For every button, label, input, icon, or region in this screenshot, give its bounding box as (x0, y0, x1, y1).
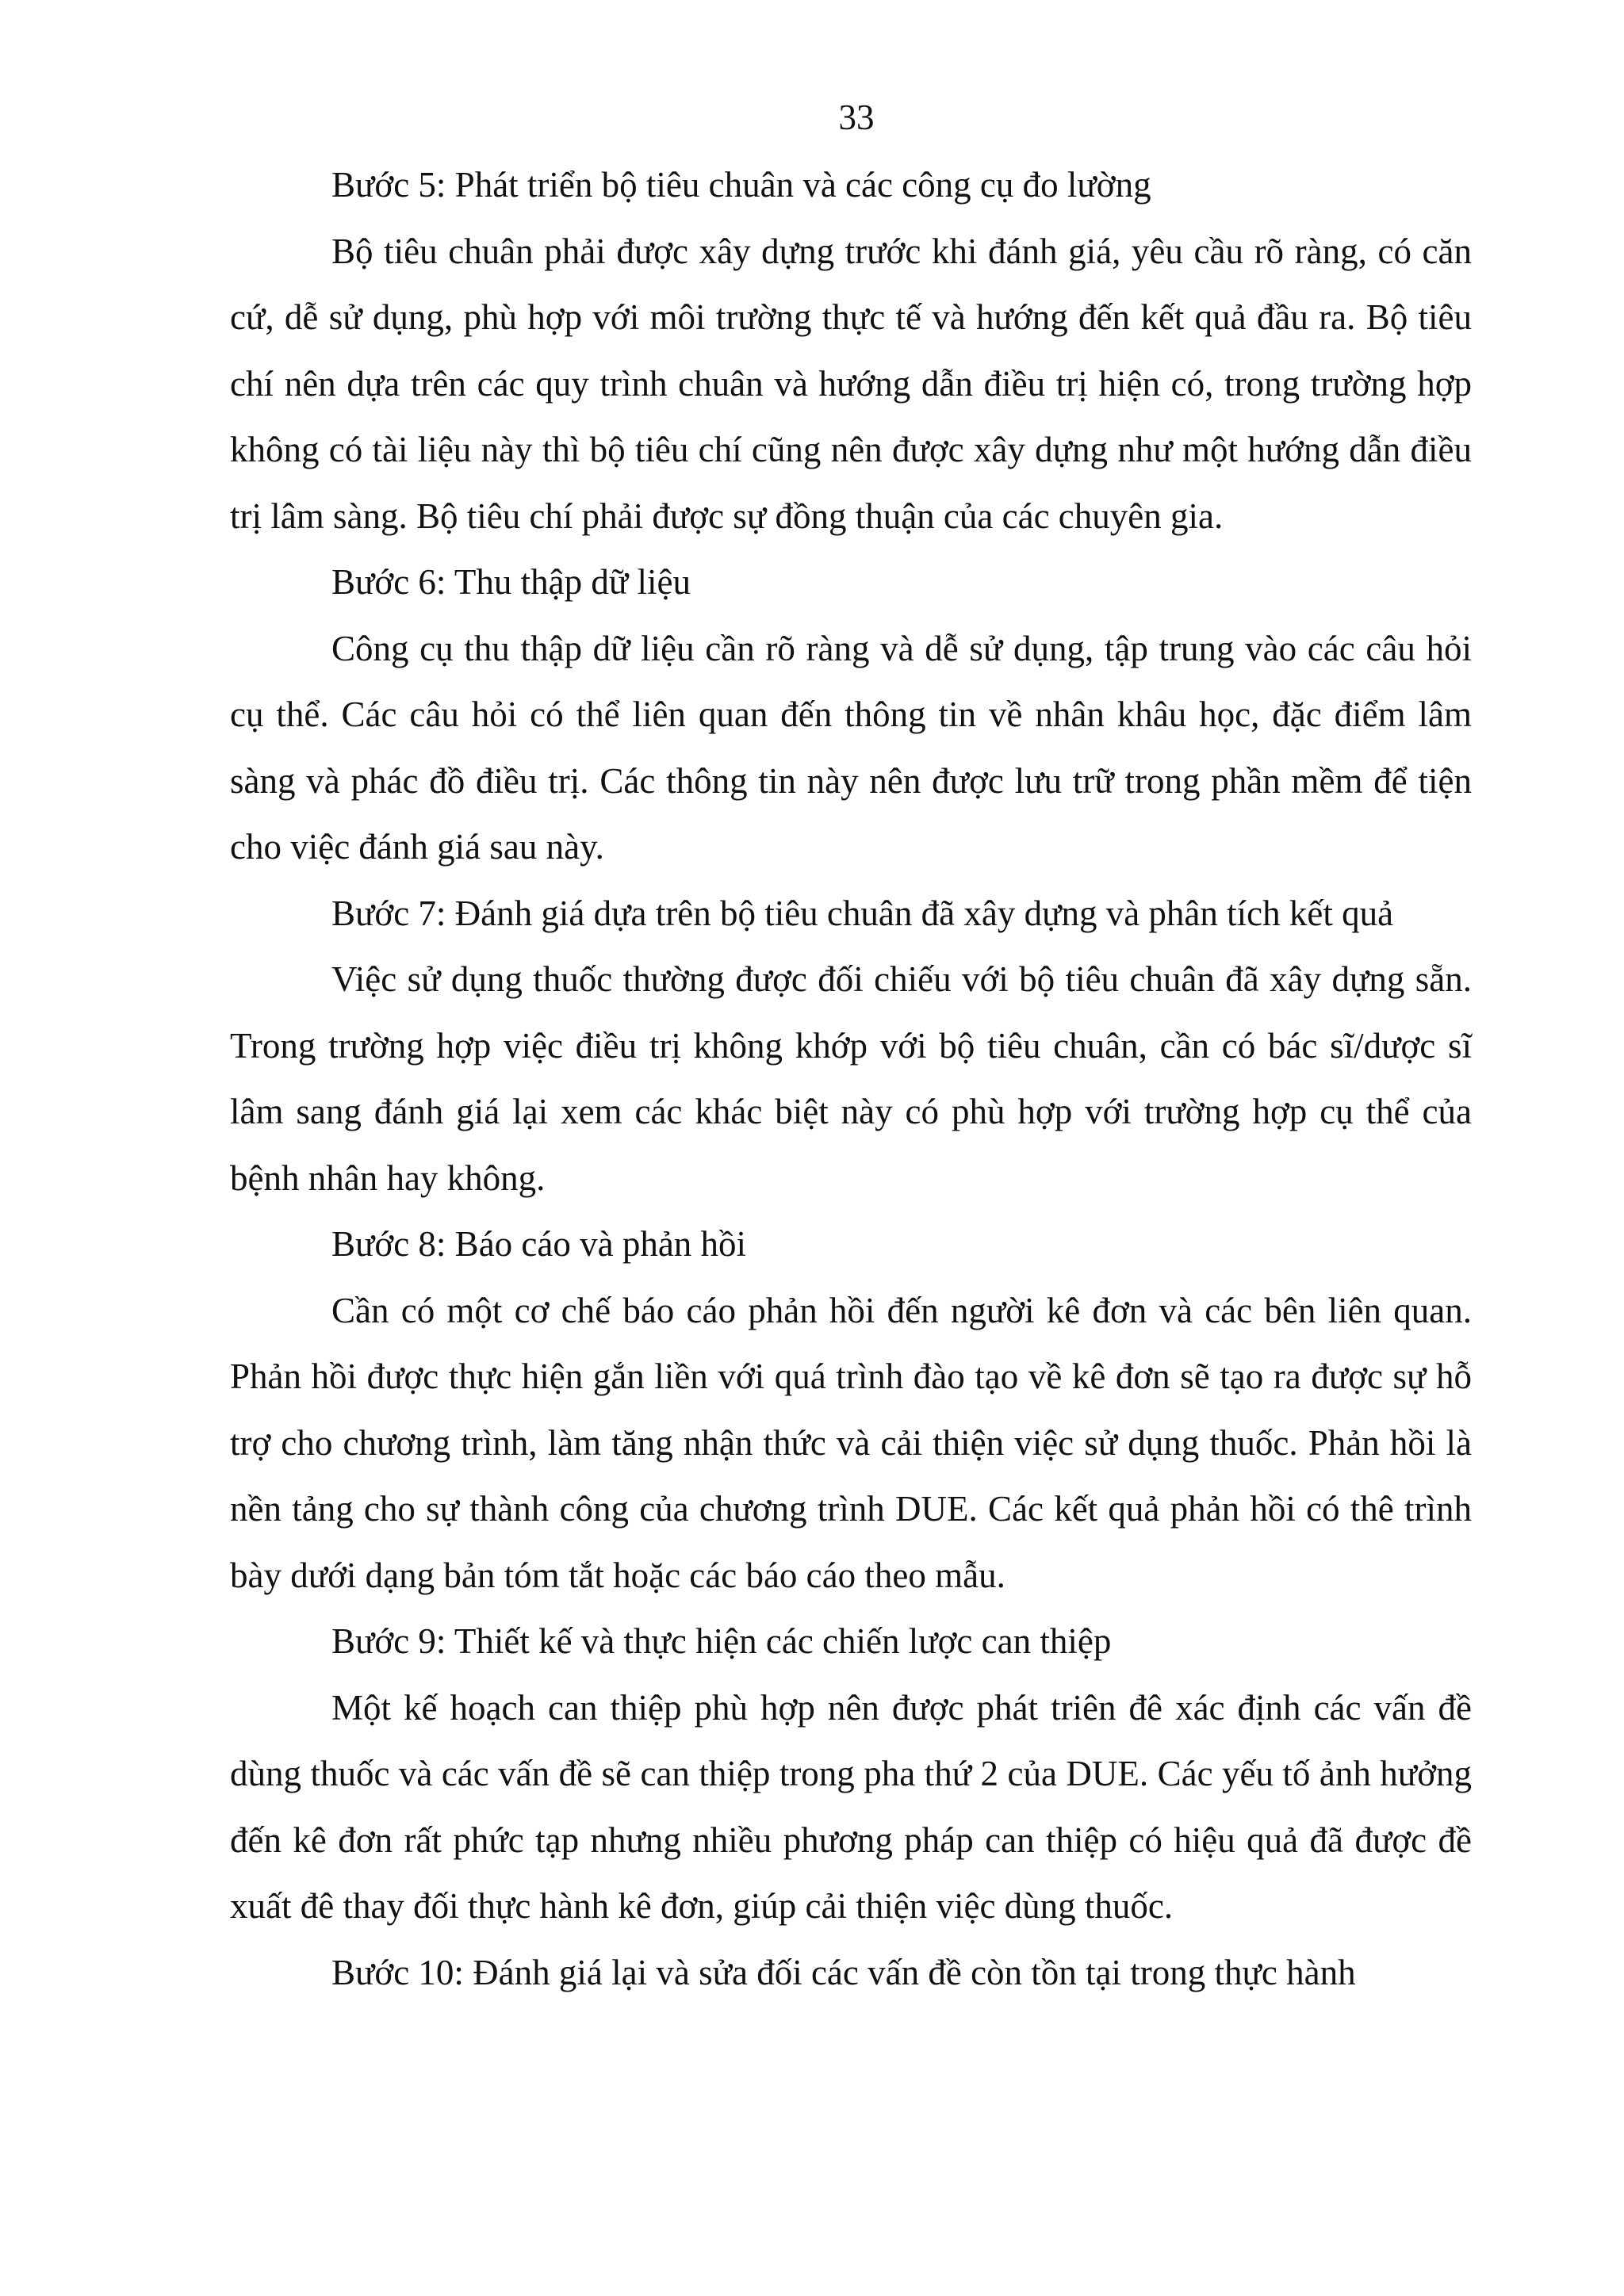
step-9-paragraph: Một kế hoạch can thiệp phù hợp nên được phát triên đê xác định các vấn đề dùng thuốc và các vấn đề sẽ can thiệp trong pha thứ 2 của DUE. Các yếu tố ảnh hưởng đến kê đơn rất phức tạp nhưng nhiều phương pháp can thiệp có hiệu quả đã được đề xuất đê thay đối thực hành kê đơn, giúp cải thiện việc dùng thuốc. (230, 1687, 1472, 1926)
step-6-paragraph: Công cụ thu thập dữ liệu cần rõ ràng và dễ sử dụng, tập trung vào các câu hỏi cụ thể. Các câu hỏi có thể liên quan đến thông tin về nhân khâu học, đặc điểm lâm sàng và phác đồ điều trị. Các thông tin này nên được lưu trữ trong phần mềm để tiện cho việc đánh giá sau này. (230, 628, 1472, 867)
step-5-paragraph: Bộ tiêu chuân phải được xây dựng trước khi đánh giá, yêu cầu rõ ràng, có căn cứ, dễ sử dụng, phù hợp với môi trường thực tế và hướng đến kết quả đầu ra. Bộ tiêu chí nên dựa trên các quy trình chuân và hướng dẫn điều trị hiện có, trong trường hợp không có tài liệu này thì bộ tiêu chí cũng nên được xây dựng như một hướng dẫn điều trị lâm sàng. Bộ tiêu chí phải được sự đồng thuận của các chuyên gia. (230, 231, 1472, 536)
document-body (230, 152, 1472, 2006)
step-5-heading: Bước 5: Phát triển bộ tiêu chuân và các công cụ đo lường (331, 165, 1151, 205)
step-8-heading: Bước 8: Báo cáo và phản hồi (331, 1224, 747, 1264)
page-number: 33 (838, 98, 875, 137)
step-7-heading: Bước 7: Đánh giá dựa trên bộ tiêu chuân đã xây dựng và phân tích kết quả (331, 893, 1394, 933)
step-10-heading: Bước 10: Đánh giá lại và sửa đối các vấn đề còn tồn tại trong thực hành (331, 1952, 1356, 1992)
step-8-paragraph: Cần có một cơ chế báo cáo phản hồi đến người kê đơn và các bên liên quan. Phản hồi được thực hiện gắn liền với quá trình đào tạo về kê đơn sẽ tạo ra được sự hỗ trợ cho chương trình, làm tăng nhận thức và cải thiện việc sử dụng thuốc. Phản hồi là nền tảng cho sự thành công của chương trình DUE. Các kết quả phản hồi có thê trình bày dưới dạng bản tóm tắt hoặc các báo cáo theo mẫu. (230, 1290, 1472, 1595)
step-9-heading: Bước 9: Thiết kế và thực hiện các chiến lược can thiệp (331, 1621, 1112, 1661)
step-6-heading: Bước 6: Thu thập dữ liệu (331, 562, 691, 602)
step-7-paragraph: Việc sử dụng thuốc thường được đối chiếu với bộ tiêu chuân đã xây dựng sẵn. Trong trường hợp việc điều trị không khớp với bộ tiêu chuân, cần có bác sĩ/dược sĩ lâm sang đánh giá lại xem các khác biệt này có phù hợp với trường hợp cụ thể của bệnh nhân hay không. (230, 959, 1472, 1198)
